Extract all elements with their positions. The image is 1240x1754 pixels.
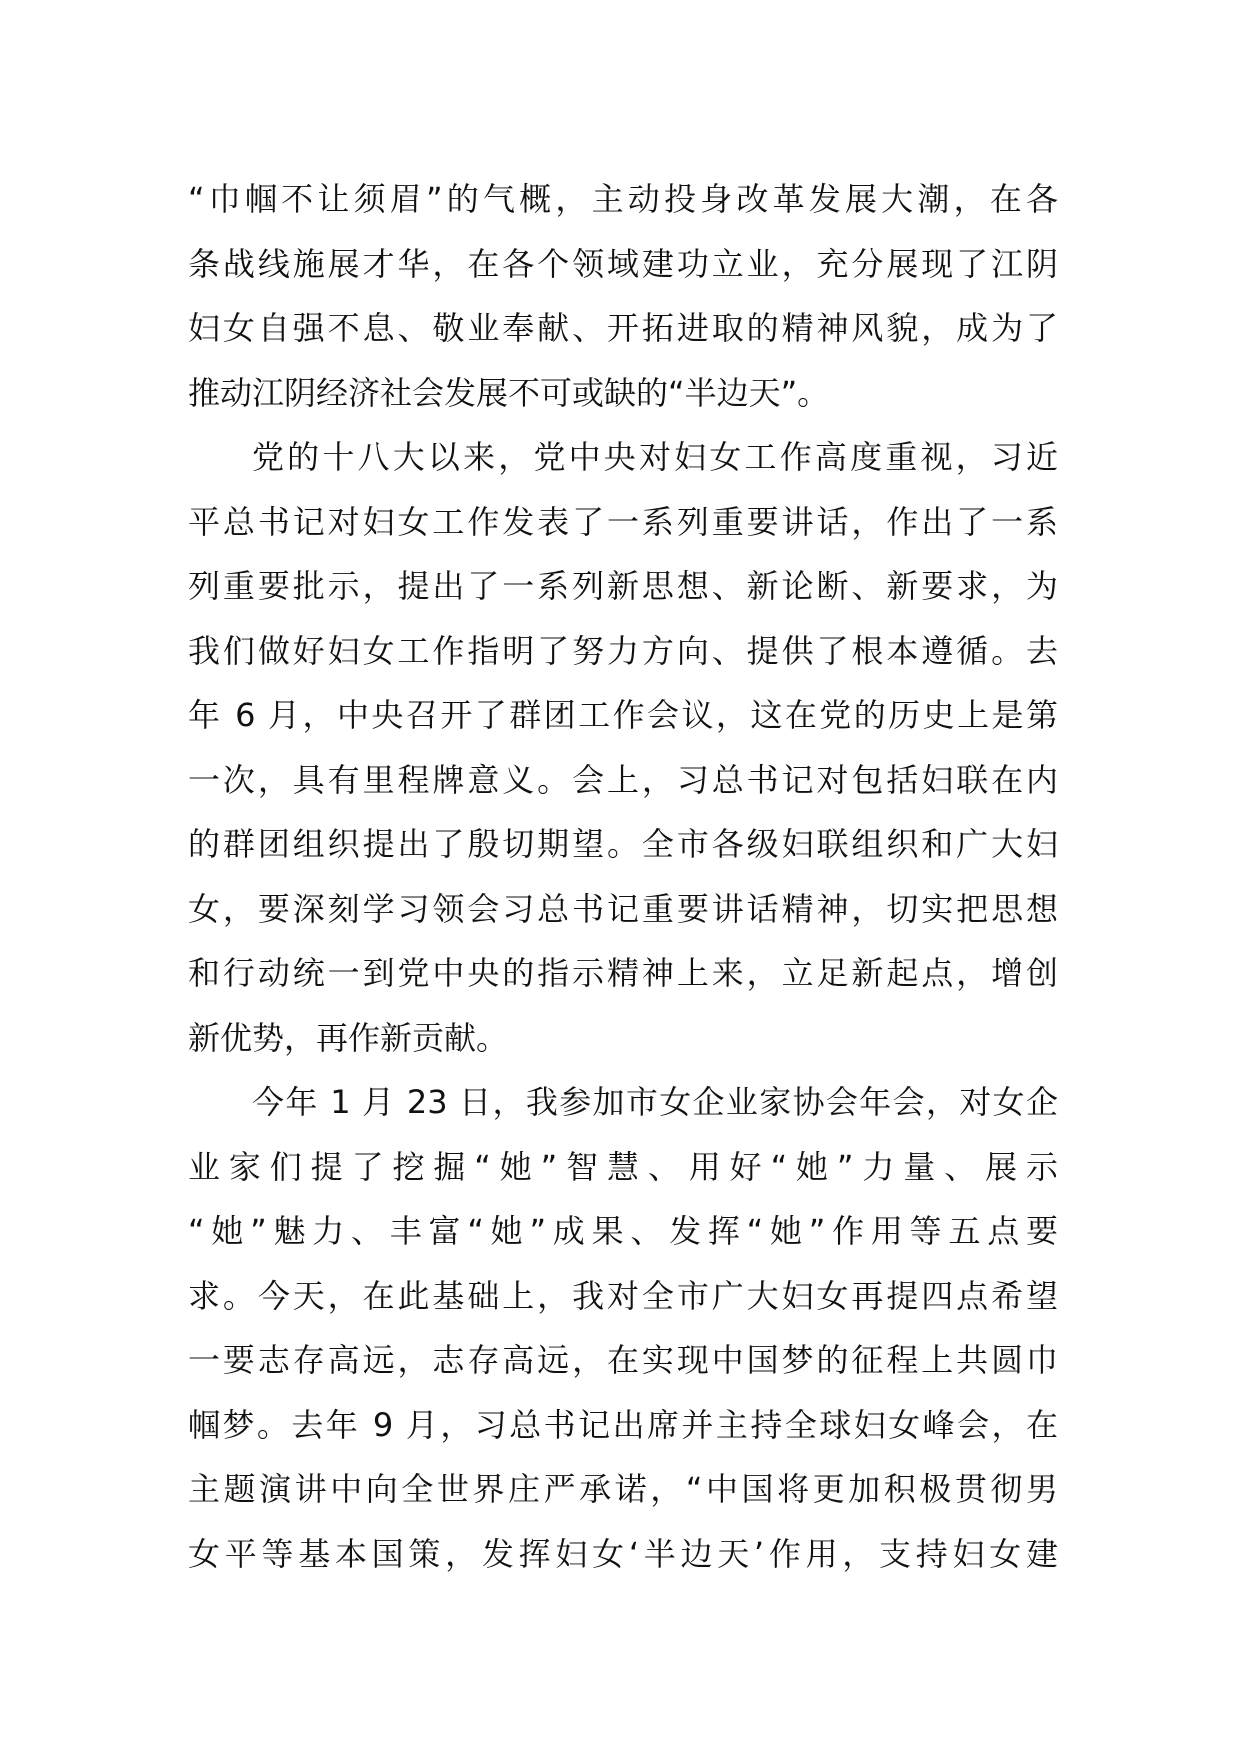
- text-line: 的群团组织提出了殷切期望。全市各级妇联组织和广大妇: [188, 825, 1058, 863]
- text-line: 一次，具有里程牌意义。会上，习总书记对包括妇联在内: [188, 760, 1058, 799]
- text-line: 主题演讲中向全世界庄严承诺，“中国将更加积极贯彻男: [188, 1470, 1058, 1508]
- text-line: “她”魅力、丰富“她”成果、发挥“她”作用等五点要: [188, 1212, 1058, 1250]
- text-line: 党的十八大以来，党中央对妇女工作高度重视，习近: [252, 438, 1058, 476]
- text-line: 年 6 月，中央召开了群团工作会议，这在党的历史上是第: [188, 696, 1058, 734]
- text-line: 业家们提了挖掘“她”智慧、用好“她”力量、展示: [188, 1147, 1058, 1186]
- text-line: 列重要批示，提出了一系列新思想、新论断、新要求，为: [188, 567, 1058, 605]
- text-line: 妇女自强不息、敬业奉献、开拓进取的精神风貌，成为了: [188, 309, 1058, 347]
- text-line: “巾帼不让须眉”的气概，主动投身改革发展大潮，在各: [188, 180, 1058, 218]
- text-line: 平总书记对妇女工作发表了一系列重要讲话，作出了一系: [188, 502, 1058, 541]
- text-line: 女平等基本国策，发挥妇女‘半边天’作用，支持妇女建: [188, 1534, 1058, 1573]
- text-line: 一要志存高远，志存高远，在实现中国梦的征程上共圆巾: [188, 1341, 1058, 1379]
- body-text: [188, 167, 1058, 1586]
- text-line: 帼梦。去年 9 月，习总书记出席并主持全球妇女峰会，在: [188, 1405, 1058, 1444]
- text-line: 新优势，再作新贡献。: [188, 1018, 509, 1057]
- text-line: 条战线施展才华，在各个领域建功立业，充分展现了江阴: [188, 244, 1058, 283]
- text-line: 女，要深刻学习领会习总书记重要讲话精神，切实把思想: [188, 889, 1058, 928]
- text-line: 求。今天，在此基础上，我对全市广大妇女再提四点希望: [188, 1276, 1058, 1315]
- text-line: 今年 1 月 23 日，我参加市女企业家协会年会，对女企: [252, 1083, 1058, 1121]
- text-line: 我们做好妇女工作指明了努力方向、提供了根本遵循。去: [188, 631, 1058, 670]
- text-line: 推动江阴经济社会发展不可或缺的“半边天”。: [188, 373, 830, 412]
- text-line: 和行动统一到党中央的指示精神上来，立足新起点，增创: [188, 954, 1058, 992]
